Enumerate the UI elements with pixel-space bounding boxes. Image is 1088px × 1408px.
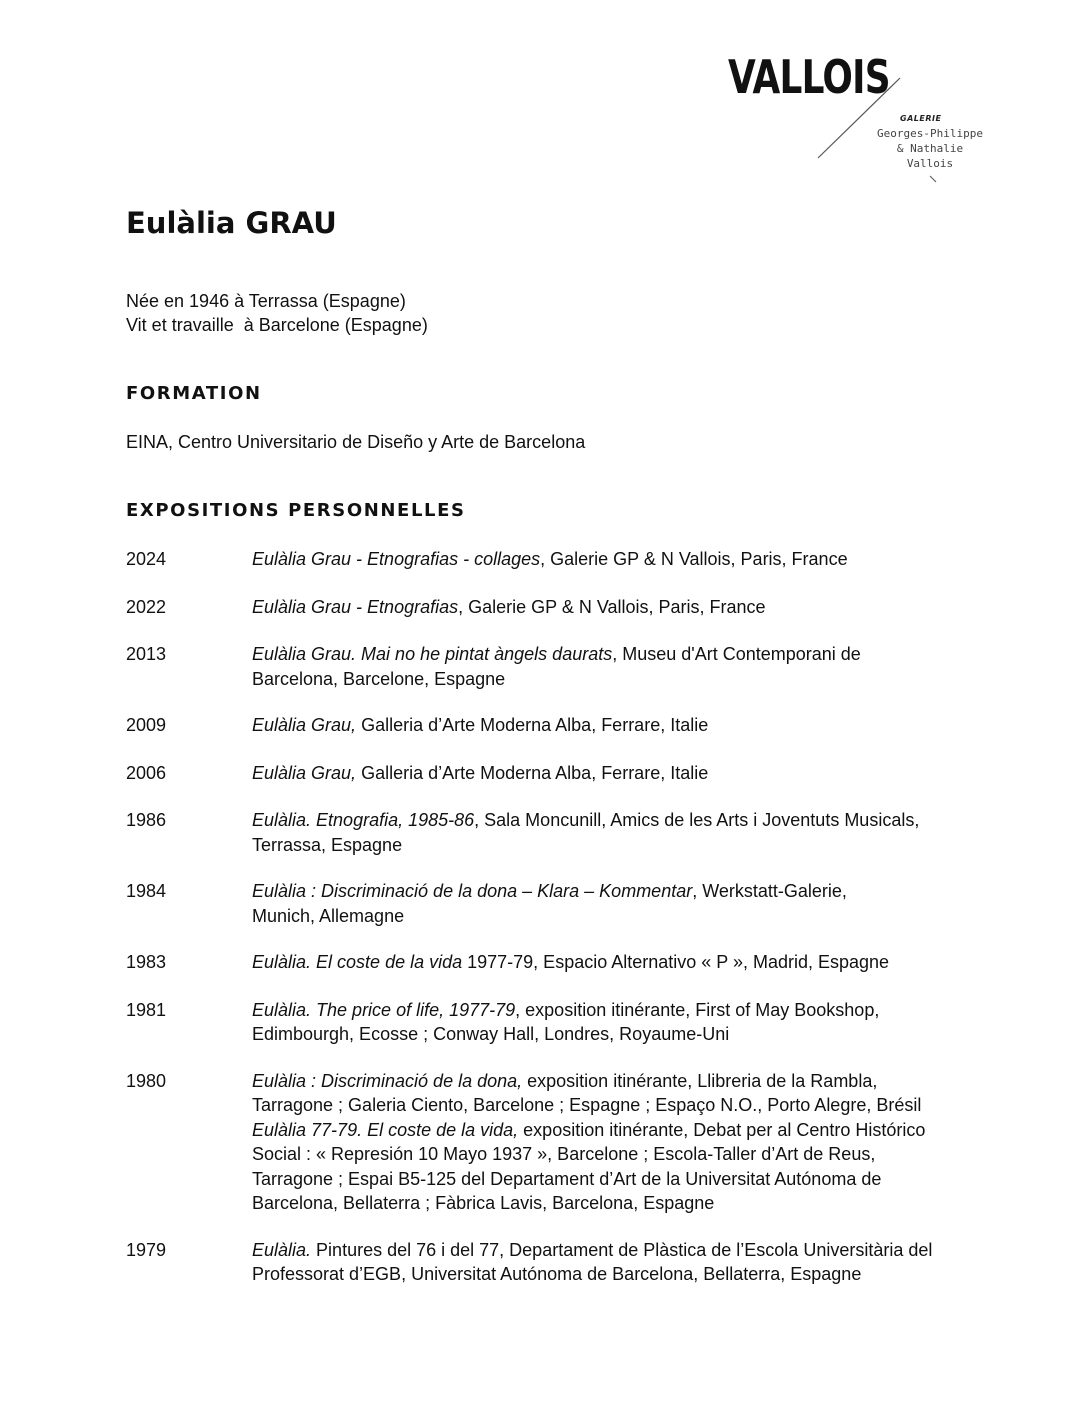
- exhibition-line: [252, 833, 996, 858]
- bio-birth-line: Née en 1946 à Terrassa (Espagne): [126, 291, 406, 311]
- logo-wordmark: VALLOIS: [728, 50, 890, 104]
- exhibition-details: Tarragone ; Galeria Ciento, Barcelone ; Espagne ; Espaço N.O., Porto Alegre, Brésil: [252, 1095, 922, 1115]
- exhibition-line: [252, 1167, 996, 1192]
- exhibition-details: , exposition itinérante, First of May Bookshop,: [515, 999, 880, 1020]
- exhibition-line: [252, 1118, 996, 1143]
- exhibition-description: [252, 713, 996, 738]
- exhibition-line: [252, 808, 996, 833]
- exhibition-row: [126, 879, 996, 928]
- exhibition-details: Galleria d’Arte Moderna Alba, Ferrare, Italie: [356, 715, 709, 735]
- exhibition-details: 1977-79, Espacio Alternativo « P », Madrid, Espagne: [462, 952, 890, 972]
- exhibition-row: [126, 950, 996, 975]
- exhibition-line: [252, 904, 996, 929]
- exhibition-details: , Werkstatt-Galerie,: [692, 881, 847, 901]
- exhibition-row: [126, 1238, 996, 1287]
- exhibition-row: [126, 1069, 996, 1216]
- exhibition-line: [252, 595, 996, 620]
- exhibition-details: Barcelona, Barcelone, Espagne: [252, 668, 506, 689]
- exhibition-title: Eulàlia : Discriminació de la dona,: [252, 1070, 523, 1091]
- exhibition-title: Eulàlia. El coste de la vida: [252, 952, 463, 972]
- exhibition-row: [126, 595, 996, 620]
- exhibition-line: [252, 713, 996, 738]
- exhibition-description: [252, 998, 996, 1047]
- exhibition-title: Eulàlia. The price of life, 1977-79: [252, 999, 516, 1020]
- logo-gallery-name: [870, 126, 990, 171]
- exhibition-details: Pintures del 76 i del 77, Departament de Plàstica de l’Escola Universitària del: [311, 1239, 933, 1260]
- exhibition-year: 1981: [126, 999, 167, 1020]
- exhibition-details: Edimbourgh, Ecosse ; Conway Hall, Londres, Royaume-Uni: [252, 1024, 730, 1044]
- exhibition-year: 1980: [126, 1070, 167, 1091]
- exhibition-details: Tarragone ; Espai B5-125 del Departament d’Art de la Universitat Autónoma de: [252, 1168, 882, 1189]
- exhibition-row: [126, 761, 996, 786]
- exhibition-line: [252, 1069, 996, 1094]
- exhibition-details: Social : « Represión 10 Mayo 1937 », Barcelone ; Escola-Taller d’Art de Reus,: [252, 1144, 876, 1164]
- exhibition-year: 1984: [126, 881, 167, 901]
- exhibition-line: [252, 1191, 996, 1216]
- exhibition-year: 2022: [126, 596, 167, 617]
- exhibition-row: [126, 547, 996, 572]
- exhibition-line: [252, 998, 996, 1023]
- formation-heading: FORMATION: [126, 383, 262, 404]
- exhibition-title: Eulàlia Grau,: [252, 762, 357, 783]
- exhibition-year: 1979: [126, 1239, 167, 1260]
- exhibition-description: [252, 1238, 996, 1287]
- exhibition-line: [252, 1238, 996, 1263]
- exhibition-line: [252, 879, 996, 904]
- exhibition-description: [252, 642, 996, 691]
- artist-name: Eulàlia GRAU: [126, 206, 337, 240]
- exhibition-line: [252, 1262, 996, 1287]
- exhibition-details: Munich, Allemagne: [252, 905, 405, 926]
- exhibition-row: [126, 808, 996, 857]
- exhibition-title: Eulàlia Grau,: [252, 715, 357, 735]
- exhibition-title: Eulàlia : Discriminació de la dona – Klara – Kommentar: [252, 881, 693, 901]
- exhibition-details: , Sala Moncunill, Amics de les Arts i Joventuts Musicals,: [474, 810, 920, 830]
- artist-bio: [126, 289, 428, 337]
- exhibition-year: 2009: [126, 715, 167, 735]
- exhibition-details: , Museu d'Art Contemporani de: [612, 644, 861, 664]
- logo-name-line: Vallois: [906, 157, 954, 170]
- expositions-heading: EXPOSITIONS PERSONNELLES: [126, 500, 466, 521]
- gallery-logo: [720, 50, 1020, 190]
- exhibition-details: Galleria d’Arte Moderna Alba, Ferrare, Italie: [356, 762, 709, 783]
- bio-residence-line: Vit et travaille à Barcelone (Espagne): [126, 315, 428, 335]
- exhibition-details: Barcelona, Bellaterra ; Fàbrica Lavis, Barcelona, Espagne: [252, 1193, 715, 1213]
- exhibition-year: 1983: [126, 952, 167, 972]
- exhibition-description: [252, 761, 996, 786]
- exhibition-details: Professorat d’EGB, Universitat Autónoma de Barcelona, Bellaterra, Espagne: [252, 1264, 862, 1284]
- exhibition-line: [252, 1093, 996, 1118]
- exhibition-year: 2006: [126, 762, 167, 783]
- logo-name-line: & Nathalie: [896, 142, 964, 155]
- exhibition-title: Eulàlia. Etnografia, 1985-86: [252, 810, 475, 830]
- exhibition-details: exposition itinérante, Llibreria de la Rambla,: [522, 1070, 878, 1091]
- exhibitions-list: [126, 547, 996, 1287]
- exhibition-title: Eulàlia 77-79. El coste de la vida,: [252, 1119, 519, 1140]
- exhibition-details: exposition itinérante, Debat per al Centro Histórico: [518, 1119, 926, 1140]
- exhibition-title: Eulàlia.: [252, 1239, 312, 1260]
- exhibition-year: 2013: [126, 644, 167, 664]
- logo-galerie-label: GALERIE: [900, 114, 942, 123]
- exhibition-description: [252, 547, 996, 572]
- exhibition-row: [126, 642, 996, 691]
- exhibition-line: [252, 547, 996, 572]
- exhibition-row: [126, 713, 996, 738]
- exhibition-line: [252, 1022, 996, 1047]
- exhibition-title: Eulàlia Grau. Mai no he pintat àngels daurats: [252, 644, 613, 664]
- exhibition-year: 2024: [126, 549, 167, 569]
- exhibition-row: [126, 998, 996, 1047]
- exhibition-description: [252, 879, 996, 928]
- exhibition-details: , Galerie GP & N Vallois, Paris, France: [540, 549, 848, 569]
- exhibition-line: [252, 1142, 996, 1167]
- formation-text: EINA, Centro Universitario de Diseño y Arte de Barcelona: [126, 432, 586, 452]
- exhibition-details: , Galerie GP & N Vallois, Paris, France: [458, 596, 766, 617]
- exhibition-line: [252, 667, 996, 692]
- exhibition-line: [252, 950, 996, 975]
- exhibition-description: [252, 1069, 996, 1216]
- exhibition-description: [252, 808, 996, 857]
- exhibition-description: [252, 950, 996, 975]
- exhibition-year: 1986: [126, 810, 167, 830]
- exhibition-line: [252, 642, 996, 667]
- exhibition-title: Eulàlia Grau - Etnografias: [252, 596, 459, 617]
- logo-name-line: Georges-Philippe: [877, 127, 983, 140]
- exhibition-title: Eulàlia Grau - Etnografias - collages: [252, 549, 541, 569]
- exhibition-details: Terrassa, Espagne: [252, 834, 403, 855]
- exhibition-description: [252, 595, 996, 620]
- exhibition-line: [252, 761, 996, 786]
